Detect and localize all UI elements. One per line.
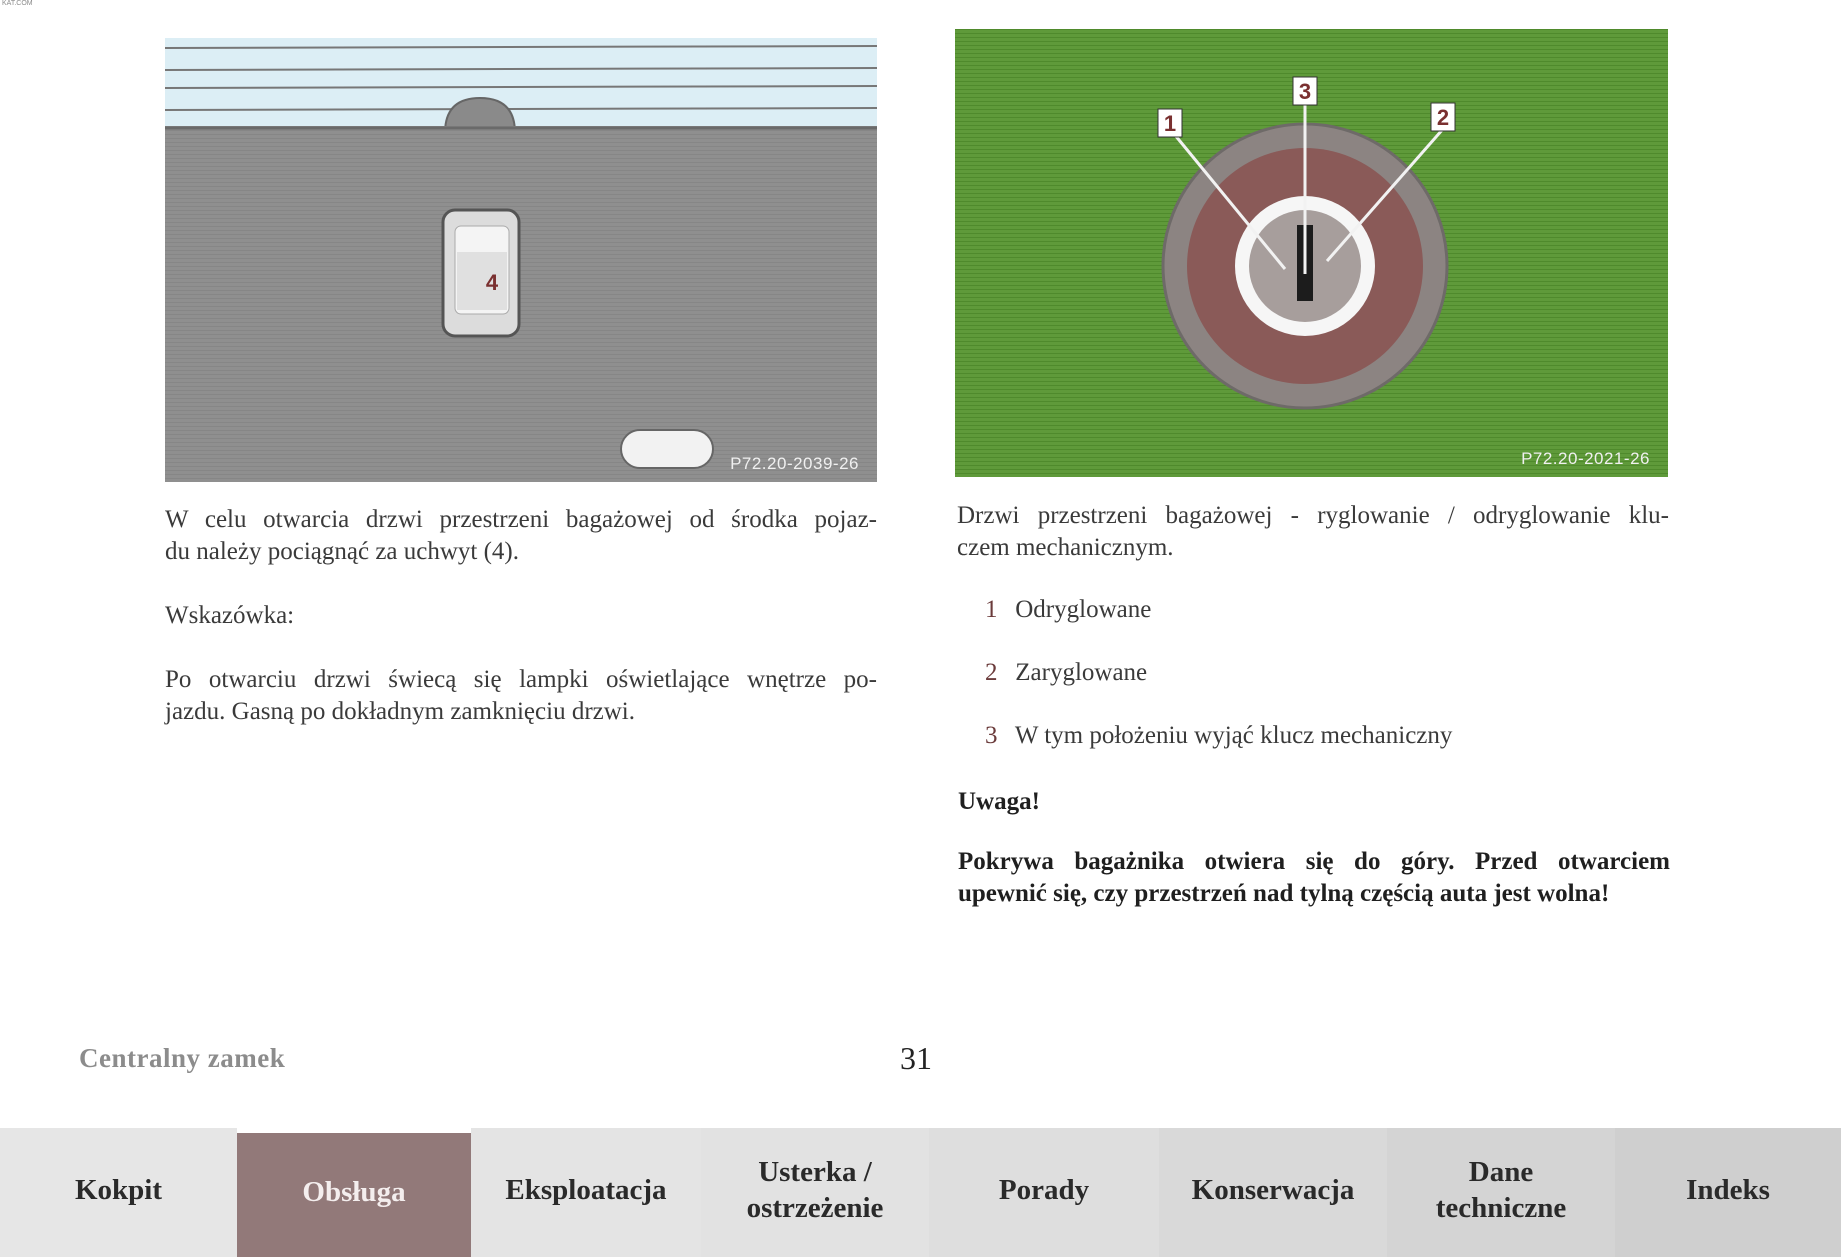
- tab-porady[interactable]: [929, 1128, 1159, 1257]
- intro-line2: czem mechanicznym.: [957, 534, 1174, 561]
- tab-label: Usterka /: [758, 1155, 872, 1188]
- legend-number: 3: [985, 722, 998, 749]
- paragraph-lamps-line1: Po otwarciu drzwi świecą się lampki oświetlające wnętrze po-: [165, 666, 877, 693]
- tab-eksploatacja[interactable]: [471, 1128, 701, 1257]
- legend-text: W tym położeniu wyjąć klucz mechaniczny: [1014, 722, 1453, 749]
- tab-indeks[interactable]: [1615, 1128, 1841, 1257]
- chapter-tabs: [0, 1128, 1841, 1257]
- tab-dane-techniczne[interactable]: [1387, 1128, 1615, 1257]
- legend-number: 1: [985, 596, 998, 623]
- tab-label: Obsługa: [302, 1176, 406, 1208]
- paragraph-lamps-line2: jazdu. Gasną po dokładnym zamknięciu drzwi.: [165, 698, 635, 725]
- tab-label: Konserwacja: [1191, 1173, 1355, 1206]
- intro-line1: Drzwi przestrzeni bagażowej - ryglowanie / odryglowanie klu-: [957, 502, 1669, 529]
- paragraph-open-line1: W celu otwarcia drzwi przestrzeni bagażowej od środka pojaz-: [165, 506, 877, 533]
- tab-label: Porady: [998, 1173, 1090, 1206]
- left-column: [165, 504, 877, 728]
- tab-label-line2: techniczne: [1435, 1191, 1567, 1224]
- legend-item: [985, 596, 1151, 624]
- figure-key-lock: [955, 29, 1668, 477]
- legend-number: 2: [985, 659, 998, 686]
- lock-illustration: [955, 29, 1668, 477]
- watermark: KAT.COM: [2, 0, 33, 7]
- legend-text: Odryglowane: [1015, 596, 1152, 623]
- page-number: 31: [900, 1040, 932, 1076]
- section-label: Centralny zamek: [79, 1043, 286, 1073]
- callout-2: 2: [1436, 105, 1450, 130]
- tab-obsluga[interactable]: [237, 1133, 471, 1257]
- tab-konserwacja[interactable]: [1159, 1128, 1387, 1257]
- warning-line2: upewnić się, czy przestrzeń nad tylną częścią auta jest wolna!: [958, 880, 1610, 907]
- tab-label: Indeks: [1686, 1173, 1770, 1206]
- tab-label: Kokpit: [74, 1173, 163, 1206]
- figure-code: P72.20-2039-26: [730, 454, 859, 473]
- legend-text: Zaryglowane: [1015, 659, 1148, 686]
- figure-tailgate-handle: [165, 38, 877, 482]
- warning-text: [958, 846, 1670, 910]
- right-column: [957, 500, 1669, 564]
- tailgate-illustration: [165, 38, 877, 482]
- tab-label: Eksploatacja: [505, 1173, 667, 1206]
- tab-usterka-ostrzezenie[interactable]: [701, 1128, 929, 1257]
- legend-item: [985, 722, 1452, 750]
- figure-code: P72.20-2021-26: [1521, 449, 1650, 468]
- callout-1: 1: [1163, 111, 1177, 136]
- note-heading: Wskazówka:: [165, 602, 295, 629]
- warning-heading: Uwaga!: [958, 788, 1040, 815]
- tab-kokpit[interactable]: [0, 1128, 237, 1257]
- tab-label: Dane: [1468, 1155, 1534, 1188]
- paragraph-open-line2: du należy pociągnąć za uchwyt (4).: [165, 538, 520, 565]
- callout-3: 3: [1298, 79, 1312, 104]
- callout-4: 4: [485, 270, 499, 295]
- legend-item: [985, 659, 1147, 687]
- warning-line1: Pokrywa bagażnika otwiera się do góry. Przed otwarciem: [958, 848, 1670, 875]
- tab-label-line2: ostrzeżenie: [746, 1191, 884, 1224]
